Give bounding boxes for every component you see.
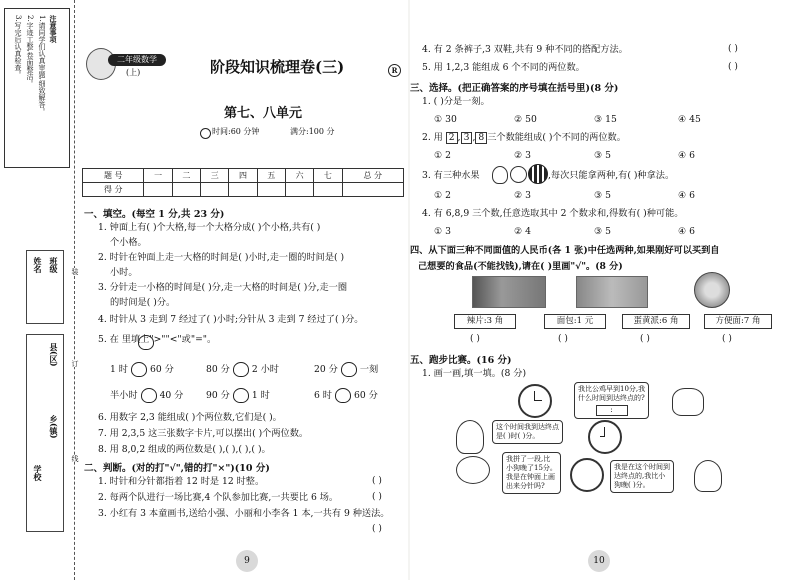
- food-price: 蛋黄派:6 角: [622, 314, 690, 329]
- table-cell: 二: [172, 169, 200, 183]
- score-input-cell[interactable]: [314, 183, 342, 197]
- speech-bubble: [610, 460, 674, 493]
- cut-mark: 线: [71, 455, 79, 462]
- section-choice-title: 三、选择。(把正确答案的序号填在括号里)(8 分): [410, 83, 619, 94]
- watermelon-icon: [528, 164, 548, 184]
- compare-left: 1 时: [110, 364, 128, 375]
- table-cell: 五: [257, 169, 285, 183]
- full-score: 满分:100 分: [290, 127, 335, 136]
- strawberry-icon: [492, 166, 508, 184]
- option: ② 4: [514, 226, 532, 237]
- apple-input[interactable]: [141, 388, 157, 403]
- apple-input[interactable]: [131, 362, 147, 377]
- score-input-cell[interactable]: [285, 183, 313, 197]
- option: ② 3: [514, 150, 532, 161]
- right-page: [410, 0, 800, 580]
- bubble-text: 这个时间我到达终点: [496, 423, 559, 431]
- bubble-text: 是( )时( )分。: [496, 432, 540, 440]
- score-input-cell[interactable]: [257, 183, 285, 197]
- question-text: 小时。: [110, 267, 138, 278]
- compare-item: [206, 388, 270, 403]
- score-input-cell[interactable]: [201, 183, 229, 197]
- option: ③ 5: [594, 190, 612, 201]
- score-table: [82, 168, 404, 197]
- option: ④ 6: [678, 150, 696, 161]
- section-judge-title: 二、判断。(对的打"√",错的打"×")(10 分): [84, 463, 270, 474]
- cut-line: [74, 0, 75, 580]
- field-label-school: 学校: [33, 465, 43, 481]
- field-label-town: 乡(镇): [49, 415, 59, 439]
- field-label-county: 县(区): [49, 343, 59, 367]
- cut-mark: 装: [71, 268, 79, 275]
- section-money-title: 四、从下面三种不同面值的人民币(各 1 张)中任选两种,如果刚好可以买到自: [410, 245, 720, 256]
- table-cell: 三: [201, 169, 229, 183]
- compare-item: [206, 362, 279, 377]
- compare-right: 40 分: [159, 390, 184, 401]
- answer-paren[interactable]: ( ): [372, 476, 382, 486]
- class-name-box: [26, 250, 64, 324]
- answer-paren[interactable]: ( ): [728, 44, 738, 54]
- dog-icon: [672, 388, 704, 416]
- notice-line: 3.写完后认真检查。: [14, 15, 22, 78]
- bubble-text: 什么时间到达终点的?: [578, 394, 645, 402]
- clock-face-blank[interactable]: [570, 458, 604, 492]
- school-box: [26, 334, 64, 532]
- cut-mark: 订: [71, 360, 79, 367]
- option: ③ 15: [594, 114, 617, 125]
- answer-paren[interactable]: ( ): [722, 334, 732, 344]
- compare-left: 20 分: [314, 364, 338, 375]
- table-row: [83, 183, 404, 197]
- clock-face: [588, 420, 622, 454]
- question-text: 2. 时针在钟面上走一大格的时间是( )小时,走一圈的时间是( ): [98, 252, 345, 263]
- page-title: 阶段知识梳理卷(三): [210, 58, 345, 76]
- option: ③ 5: [594, 150, 612, 161]
- apple-input[interactable]: [341, 362, 357, 377]
- compare-item: [314, 362, 378, 377]
- question-text: 个小格。: [110, 237, 147, 248]
- section-money-title-2: 己想要的食品(不能找钱),请在( )里画"√"。(8 分): [418, 261, 623, 272]
- option: ① 30: [434, 114, 457, 125]
- coin-icon: [694, 272, 730, 308]
- question-text: 2. 每两个队进行一场比赛,4 个队参加比赛,一共要比 6 场。: [98, 492, 339, 503]
- compare-right: 60 分: [353, 390, 378, 401]
- monkey-icon: [694, 460, 722, 492]
- question-text: 的时间是( )分。: [110, 297, 176, 308]
- speech-bubble: [492, 420, 563, 444]
- time-answer-box[interactable]: :: [596, 405, 628, 416]
- option: ③ 5: [594, 226, 612, 237]
- apple-input[interactable]: [233, 362, 249, 377]
- unit-subtitle: 第七、八单元: [224, 106, 303, 121]
- option: ① 2: [434, 190, 452, 201]
- grade-label: 二年级数学: [108, 54, 166, 66]
- compare-item: [110, 362, 174, 377]
- option: ① 3: [434, 226, 452, 237]
- option: ① 2: [434, 150, 452, 161]
- question-text: 4. 有 6,8,9 三个数,任意选取其中 2 个数求和,得数有( )种可能。: [422, 208, 684, 219]
- question-text: 3. 有三种水果: [422, 170, 480, 181]
- compare-right: 1 时: [251, 390, 270, 401]
- compare-item: [314, 388, 378, 403]
- question-text: 4. 时针从 3 走到 7 经过了( )小时;分针从 3 走到 7 经过了( )分。: [98, 314, 364, 325]
- apple-icon: [138, 335, 154, 350]
- text: 2. 用: [422, 132, 443, 143]
- hour-hand: [600, 436, 605, 437]
- table-cell: 总 分: [342, 169, 403, 183]
- answer-paren[interactable]: ( ): [558, 334, 568, 344]
- option: ② 3: [514, 190, 532, 201]
- question-text: 5. 在 里填上">""<"或"="。: [98, 334, 217, 345]
- compare-left: 90 分: [206, 390, 230, 401]
- question-text: 5. 用 1,2,3 能组成 6 个不同的两位数。: [422, 62, 585, 73]
- bubble-text: 小狗晚了15分。: [506, 464, 557, 472]
- bubble-text: 达终点的,我比小: [614, 472, 666, 480]
- compare-right: 一刻: [359, 364, 379, 375]
- compare-right: 2 小时: [251, 364, 279, 375]
- question-text: 2. 用 2 , 3 , 8 三个数能组成( )个不同的两位数。: [422, 132, 626, 143]
- field-label-class: 班级: [49, 257, 59, 273]
- option: ④ 6: [678, 190, 696, 201]
- score-input-cell[interactable]: [342, 183, 403, 197]
- question-text: 1. 钟面上有( )个大格,每一个大格分成( )个小格,共有( ): [98, 222, 321, 233]
- score-input-cell[interactable]: [144, 183, 172, 197]
- question-text: 6. 用数字 2,3 能组成( )个两位数,它们是( )。: [98, 412, 282, 423]
- question-text: 1. 画一画,填一填。(8 分): [422, 368, 527, 379]
- table-row: [83, 169, 404, 183]
- table-cell: 四: [229, 169, 257, 183]
- rooster-icon: [456, 420, 484, 454]
- bubble-text: 我是在钟面上画: [506, 473, 555, 481]
- table-cell: 得 分: [83, 183, 144, 197]
- compare-right: 60 分: [149, 364, 174, 375]
- option: ④ 6: [678, 226, 696, 237]
- option: ② 50: [514, 114, 537, 125]
- bubble-text: 狗晚( )分。: [614, 481, 650, 489]
- question-text: 3. 分针走一小格的时间是( )分,走一大格的时间是( )分,走一圈: [98, 282, 348, 293]
- speech-bubble: [574, 382, 649, 419]
- bubble-text: 我比公鸡早到10分,我: [578, 385, 646, 393]
- question-text: 7. 用 2,3,5 这三张数字卡片,可以摆出( )个两位数。: [98, 428, 309, 439]
- section-race-title: 五、跑步比赛。(16 分): [410, 355, 512, 366]
- term-label: (上): [126, 68, 141, 77]
- speech-bubble: [502, 452, 561, 494]
- bubble-text: 出来分针吗?: [506, 482, 545, 490]
- notice-box: [4, 8, 70, 168]
- compare-item: [110, 388, 183, 403]
- page-number: 9: [236, 550, 258, 572]
- answer-paren[interactable]: ( ): [470, 334, 480, 344]
- notice-line: 1.请同学们认真审题,细致解答。: [38, 15, 46, 115]
- apple-input[interactable]: [233, 388, 249, 403]
- table-cell: 六: [285, 169, 313, 183]
- answer-paren[interactable]: ( ): [372, 492, 382, 502]
- apple-input[interactable]: [335, 388, 351, 403]
- answer-paren[interactable]: ( ): [372, 524, 382, 534]
- section-fill-title: 一、填空。(每空 1 分,共 23 分): [84, 209, 225, 220]
- grade-badge: [86, 48, 168, 80]
- registered-icon: R: [388, 64, 401, 77]
- table-cell: 题 号: [83, 169, 144, 183]
- food-price: 方便面:7 角: [704, 314, 772, 329]
- field-label-name: 姓名: [33, 257, 43, 273]
- compare-left: 6 时: [314, 390, 332, 401]
- cat-icon: [456, 456, 490, 484]
- banknote-icon: [472, 276, 546, 308]
- peach-icon: [510, 166, 527, 183]
- digit-card: 8: [475, 132, 487, 144]
- hour-hand: [534, 400, 542, 401]
- table-cell: 一: [144, 169, 172, 183]
- question-text: 1. 时针和分针都指着 12 时是 12 时整。: [98, 476, 265, 487]
- food-price: 辣片:3 角: [454, 314, 516, 329]
- question-text: 8. 用 8,0,2 组成的两位数是( ),( ),( ),( )。: [98, 444, 271, 455]
- clock-icon: [200, 128, 211, 139]
- score-input-cell[interactable]: [172, 183, 200, 197]
- banknote-icon: [576, 276, 648, 308]
- answer-paren[interactable]: ( ): [640, 334, 650, 344]
- question-text: 4. 有 2 条裤子,3 双鞋,共有 9 种不同的搭配方法。: [422, 44, 628, 55]
- question-text: 3. 小红有 3 本童画书,送给小强、小丽和小李各 1 本,一共有 9 种送法。: [98, 508, 390, 519]
- notice-title: 注意事项: [49, 15, 58, 43]
- bubble-text: 我拼了一段,比: [506, 455, 551, 463]
- table-cell: 七: [314, 169, 342, 183]
- score-input-cell[interactable]: [229, 183, 257, 197]
- answer-paren[interactable]: ( ): [728, 62, 738, 72]
- notice-line: 2.字迹工整,卷面整洁。: [26, 15, 34, 87]
- question-text: 1. ( )分是一刻。: [422, 96, 490, 107]
- clock-face: [518, 384, 552, 418]
- page-number: 10: [588, 550, 610, 572]
- exam-time: 时间:60 分钟: [212, 127, 260, 136]
- digit-card: 3: [461, 132, 473, 144]
- option: ④ 45: [678, 114, 701, 125]
- food-price: 面包:1 元: [544, 314, 606, 329]
- compare-left: 80 分: [206, 364, 230, 375]
- text: 三个数能组成( )个不同的两位数。: [487, 132, 626, 143]
- bubble-text: 我是在这个时间到: [614, 463, 670, 471]
- compare-left: 半小时: [110, 390, 138, 401]
- digit-card: 2: [446, 132, 458, 144]
- question-text: ,每次只能拿两种,有( )种拿法。: [548, 170, 675, 181]
